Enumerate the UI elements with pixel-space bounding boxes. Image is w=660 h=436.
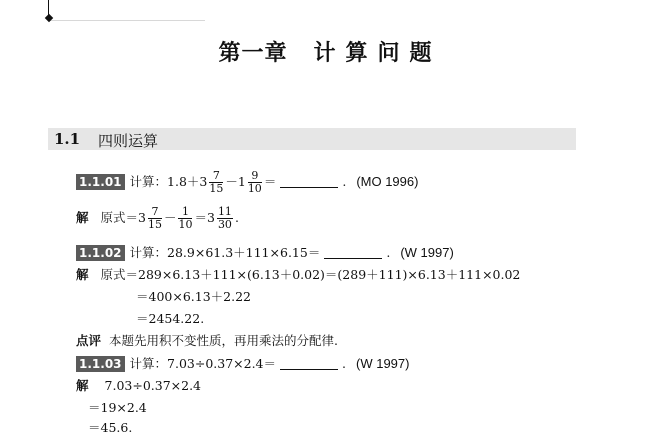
fraction [209,170,223,195]
problem-source: (W 1997) [400,245,454,260]
chapter-title [0,36,660,67]
denominator: 10 [178,218,193,231]
numerator: 11 [217,205,232,218]
header-rule [50,0,205,21]
solution-1-1-03-line-1 [76,376,201,394]
solution-label: 解 [76,378,89,393]
solution-label: 解 [76,267,89,282]
numerator: 7 [209,170,223,183]
section-title: 四则运算 [98,132,159,150]
chapter-name: 计算问题 [313,41,442,66]
problem-1-1-02 [76,243,454,261]
solution-1-1-03-line-3: ＝45.6. [88,420,133,435]
fraction [248,170,262,195]
denominator: 15 [209,182,224,195]
solution-mid-2: ＝3 [194,210,215,225]
problem-end: . [342,356,346,371]
solution-1-1-03-line-2: ＝19×2.4 [88,400,147,415]
solution-end: . [234,210,239,225]
problem-text: 计算：28.9×61.3＋111×6.15＝ [129,245,321,260]
solution-label: 解 [76,210,89,225]
section-number: 1.1 [54,130,81,148]
problem-1-1-03 [76,354,409,372]
problem-text-prefix: 计算：1.8＋3 [129,174,208,189]
numerator: 1 [178,206,192,219]
solution-1-1-02-line-1 [76,265,520,283]
problem-text: 计算：7.03÷0.37×2.4＝ [129,356,277,371]
problem-badge: 1.1.01 [76,174,125,190]
numerator: 9 [248,170,262,183]
fraction [148,206,162,231]
solution-1-1-02-line-3: ＝2454.22. [136,311,205,326]
denominator: 10 [247,182,262,195]
chapter-number: 第一章 [218,41,288,66]
problem-badge: 1.1.02 [76,245,125,261]
solution-1-1-01 [76,206,239,231]
equals-sign: ＝ [263,174,277,189]
remark [76,331,338,349]
answer-blank [324,246,382,259]
problem-1-1-01 [76,170,418,195]
solution-1-1-02-line-2: ＝400×6.13＋2.22 [136,289,251,304]
answer-blank [280,357,338,370]
denominator: 30 [217,218,232,231]
denominator: 15 [147,218,162,231]
solution-step: 7.03÷0.37×2.4 [104,378,202,393]
solution-mid: － [163,210,177,225]
problem-source: (MO 1996) [356,174,419,189]
problem-end: . [386,245,391,260]
problem-badge: 1.1.03 [76,356,125,372]
answer-blank [280,175,338,188]
remark-label: 点评 [76,333,102,348]
solution-step: 原式＝289×6.13＋111×(6.13＋0.02)＝(289＋111)×6.13＋111×0.02 [100,267,521,282]
fraction [217,206,233,231]
numerator: 7 [148,206,162,219]
solution-prefix: 原式＝3 [100,210,146,225]
problem-end: . [342,174,347,189]
problem-source: (W 1997) [356,356,410,371]
remark-text: 本题先用积不变性质，再用乘法的分配律. [109,333,338,348]
fraction [178,206,192,231]
problem-text-mid: －1 [225,174,246,189]
